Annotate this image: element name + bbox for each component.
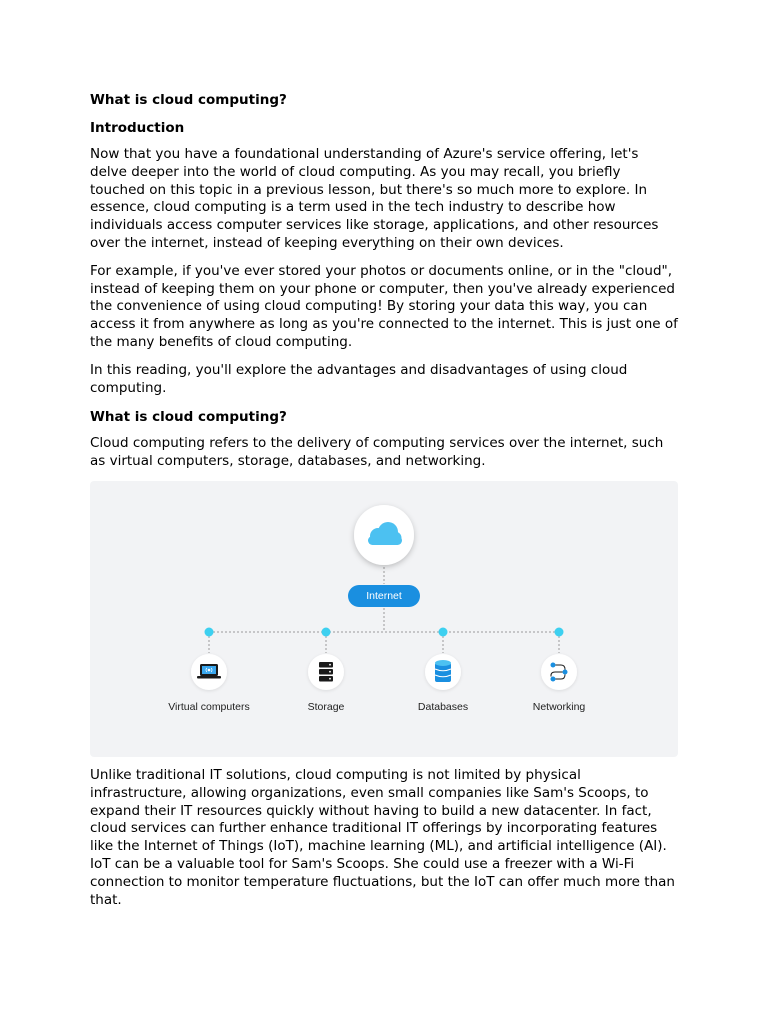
connector-dot [439, 627, 448, 636]
section-heading-introduction: Introduction [90, 120, 185, 136]
closing-paragraph: Unlike traditional IT solutions, cloud computing is not limited by physical infrastructure, allowing organizations, even small companies like Sam's Scoops, to expand their IT resources quickly without having to build a new datacenter. In fact, cloud services can further enhance traditional IT offerings by incorporating features like the Internet of Things (IoT), machine learning (ML), and artificial intelligence (AI). IoT can be a valuable tool for Sam's Scoops. She could use a freezer with a Wi-Fi connection to monitor temperature fluctuations, but the IoT can offer much more than that. [90, 766, 675, 908]
document-title: What is cloud computing? [90, 92, 287, 108]
connector-dot [205, 627, 214, 636]
node-label-networking: Networking [532, 700, 586, 713]
example-paragraph: For example, if you've ever stored your photos or documents online, or in the "cloud", instead of keeping them on your phone or computer, then you've already experienced the convenience of using cloud computing! By storing your data this way, you can access it from anywhere as long as you're connected to the internet. This is just one of the many benefits of cloud computing. [90, 262, 678, 350]
connector-dot [322, 627, 331, 636]
laptop-icon [197, 664, 221, 679]
section-heading-what-is: What is cloud computing? [90, 409, 287, 426]
node-label-storage: Storage [307, 700, 345, 713]
internet-pill-label: Internet [366, 589, 402, 602]
node-label-databases: Databases [417, 700, 469, 713]
storage-icon [319, 662, 333, 682]
intro-paragraph: Now that you have a foundational understanding of Azure's service offering, let's delve deeper into the world of cloud computing. As you may recall, you briefly touched on this topic in a previous lesson, but there's so much more to explore. In essence, cloud computing is a term used in the tech industry to describe how individuals access computer services like storage, applications, and other resources over the internet, instead of keeping everything on their own devices. [90, 146, 659, 251]
connector-dot [555, 627, 564, 636]
database-icon [435, 660, 451, 682]
node-label-virtual-computers: Virtual computers [168, 700, 250, 713]
reading-overview-paragraph: In this reading, you'll explore the advantages and disadvantages of using cloud computing. [90, 361, 628, 396]
definition-paragraph: Cloud computing refers to the delivery of computing services over the internet, such as virtual computers, storage, databases, and networking. [90, 435, 664, 470]
diagram-graphic [90, 481, 678, 757]
document-content [90, 90, 678, 919]
cloud-computing-diagram [90, 481, 678, 757]
